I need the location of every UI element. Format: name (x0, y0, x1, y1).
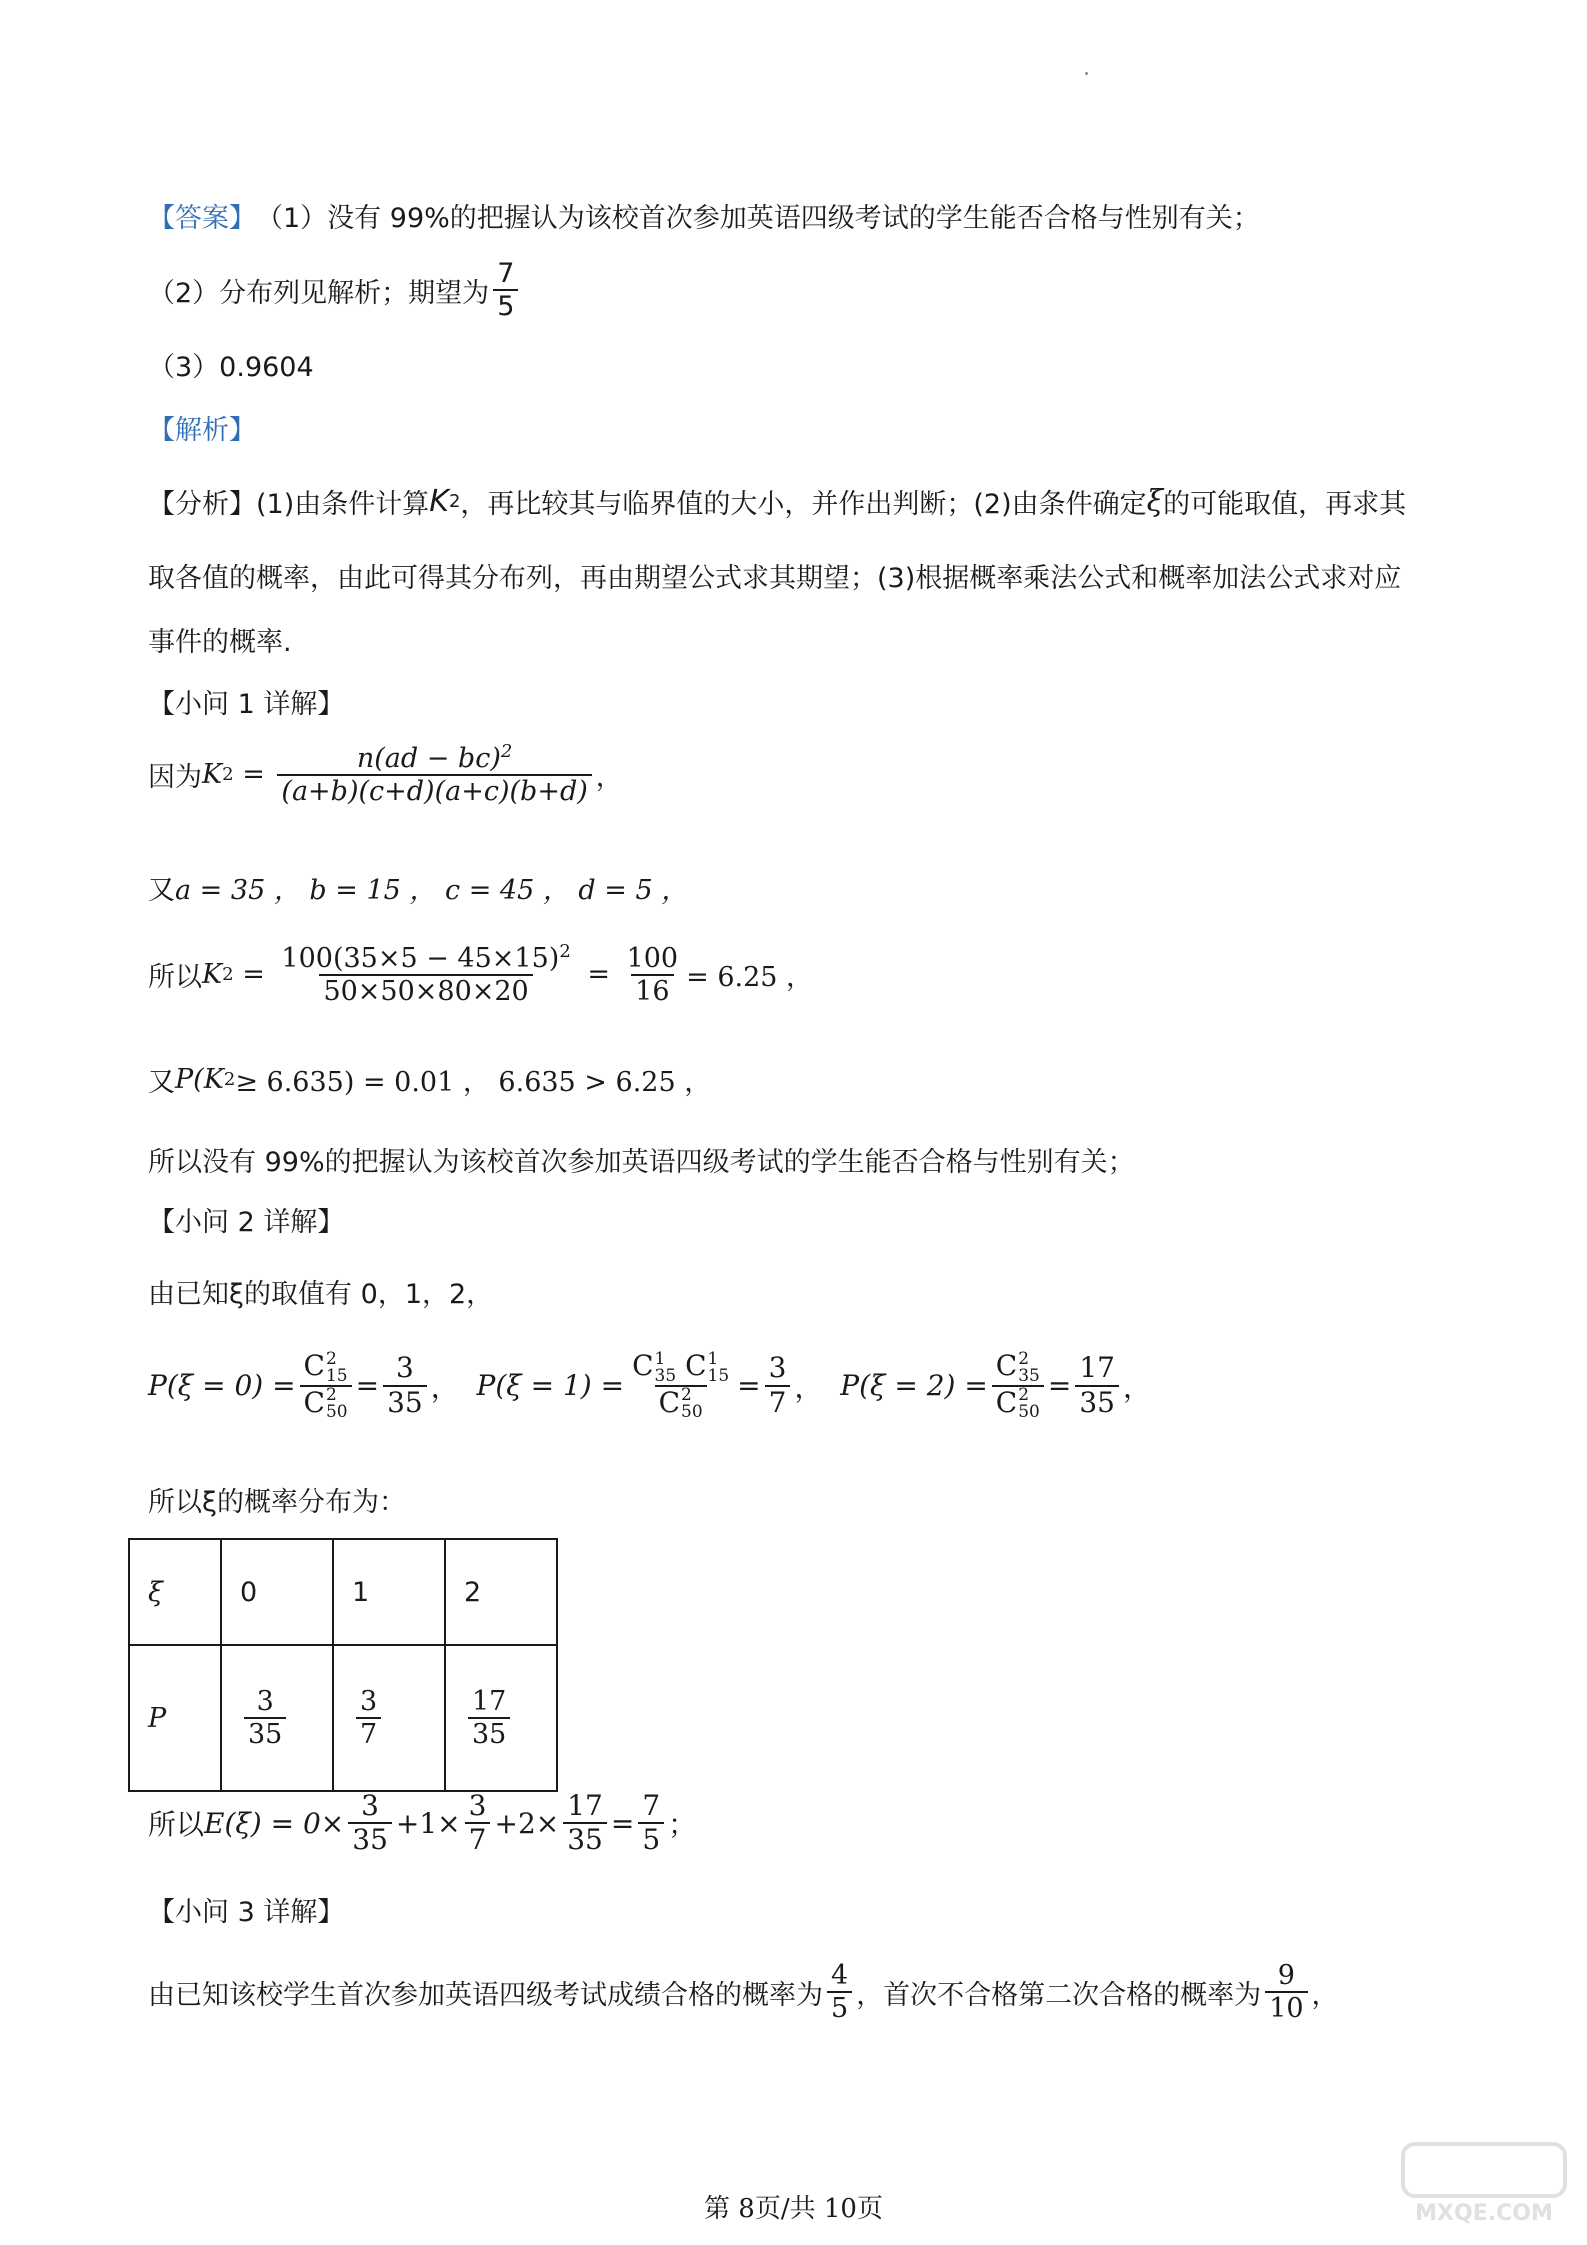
q1-critical-value: 又 P(K 2 ≥ 6.635) = 0.01 ， 6.635 > 6.25 ， (148, 1064, 712, 1098)
q3-title: 【小问 3 详解】 (148, 1897, 345, 1928)
p1-combination: C 1 35 C 1 15 C 2 50 (632, 1348, 730, 1422)
q2-dist-line: 所以ξ的概率分布为： (148, 1487, 407, 1518)
q1-conclusion: 所以没有 99%的把握认为该校首次参加英语四级考试的学生能否合格与性别有关； (148, 1147, 1135, 1178)
table-prob-1: $\frac{3}{7}$ (333, 1645, 445, 1791)
table-header-2: 2 (445, 1539, 557, 1645)
expectation-fraction: $\frac{7}{5}$ (493, 258, 518, 322)
analysis-line-3: 事件的概率. (148, 627, 292, 658)
q2-title: 【小问 2 详解】 (148, 1207, 345, 1238)
answer-item-2: （2）分布列见解析；期望为 (148, 277, 490, 309)
q2-values: 由已知ξ的取值有 0，1，2， (148, 1279, 494, 1310)
analysis-line-1: 【分析】(1)由条件计算 K 2 ，再比较其与临界值的大小，并作出判断；(2)由条件确定 ξ 的可能取值，再求其 (148, 484, 1407, 520)
watermark-logo (1399, 2140, 1569, 2230)
table-prob-2: $\frac{17}{35}$ (445, 1645, 557, 1791)
answer-line-3: （3）0.9604 (148, 352, 314, 383)
q1-calculation: 所以 K 2 = $\frac{100(35\times 5 - 45\times 15)^2}{50\times 50\times 80\times 20}$ = $\frac{100}{16}$ = 6.25 ， (148, 941, 814, 1008)
table-prob-0: $\frac{3}{35}$ (221, 1645, 333, 1791)
answer-tag: 【答案】 (148, 203, 256, 234)
q1-title: 【小问 1 详解】 (148, 689, 345, 720)
p2-combination: C 2 35 C 2 50 (992, 1350, 1044, 1421)
watermark-text: MXQE.COM (1415, 2201, 1553, 2226)
q1-formula: 因为 K 2 = $\frac{n(ad - bc)^2}{(a+b)(c+d)(a+c)(b+d)}$ ， (148, 741, 623, 808)
distribution-table (128, 1538, 558, 1792)
q2-expectation: 所以 E(ξ) = 0× $\frac{3}{35}$ +1× $\frac{3}{7}$ +2× $\frac{17}{35}$ = $\frac{7}{5}$ ； (148, 1789, 697, 1857)
analysis-line-2: 取各值的概率，由此可得其分布列，再由期望公式求其期望；(3)根据概率乘法公式和概率加法公式求对应 (148, 563, 1402, 594)
stray-dot (1085, 72, 1088, 75)
q1-given: 又 a = 35 ， b = 15 ， c = 45 ， d = 5 ， (148, 875, 689, 906)
calc-fraction-1: $\frac{100(35\times 5 - 45\times 15)^2}{50\times 50\times 80\times 20}$ (281, 941, 571, 1008)
p0-combination: C 2 15 C 2 50 (300, 1350, 352, 1421)
table-header-0: 0 (221, 1539, 333, 1645)
table-header-1: 1 (333, 1539, 445, 1645)
analysis-tag: 【解析】 (148, 415, 256, 446)
p2-result: $\frac{17}{35}$ (1075, 1352, 1119, 1418)
k2-formula-fraction: $\frac{n(ad - bc)^2}{(a+b)(c+d)(a+c)(b+d)}$ (277, 742, 591, 807)
p1-result: $\frac{3}{7}$ (765, 1352, 791, 1418)
answer-item-1: （1）没有 99%的把握认为该校首次参加英语四级考试的学生能否合格与性别有关； (256, 203, 1260, 234)
p0-result: $\frac{3}{35}$ (383, 1352, 427, 1418)
table-row-label: P (129, 1645, 221, 1791)
answer-line-1 (148, 196, 1260, 235)
answer-line-2 (148, 258, 522, 322)
calc-fraction-2: $\frac{100}{16}$ (626, 942, 679, 1007)
table-header-xi: ξ (129, 1539, 221, 1645)
page-footer: 第 8页/共 10页 (704, 2194, 883, 2224)
q3-line: 由已知该校学生首次参加英语四级考试成绩合格的概率为 $\frac{4}{5}$ ，首次不合格第二次合格的概率为 $\frac{9}{10}$ ， (148, 1960, 1339, 2025)
q2-probabilities: P(ξ = 0) = C 2 15 C 2 50 = $\frac{3}{35}$ ， P(ξ = 1) = C 1 35 C 1 15 C 2 50 = $\frac{3}{7}$ ， P(ξ = 2) = C 2 35 C 2 50 = $\frac{17}{35}$ ， (148, 1348, 1151, 1422)
